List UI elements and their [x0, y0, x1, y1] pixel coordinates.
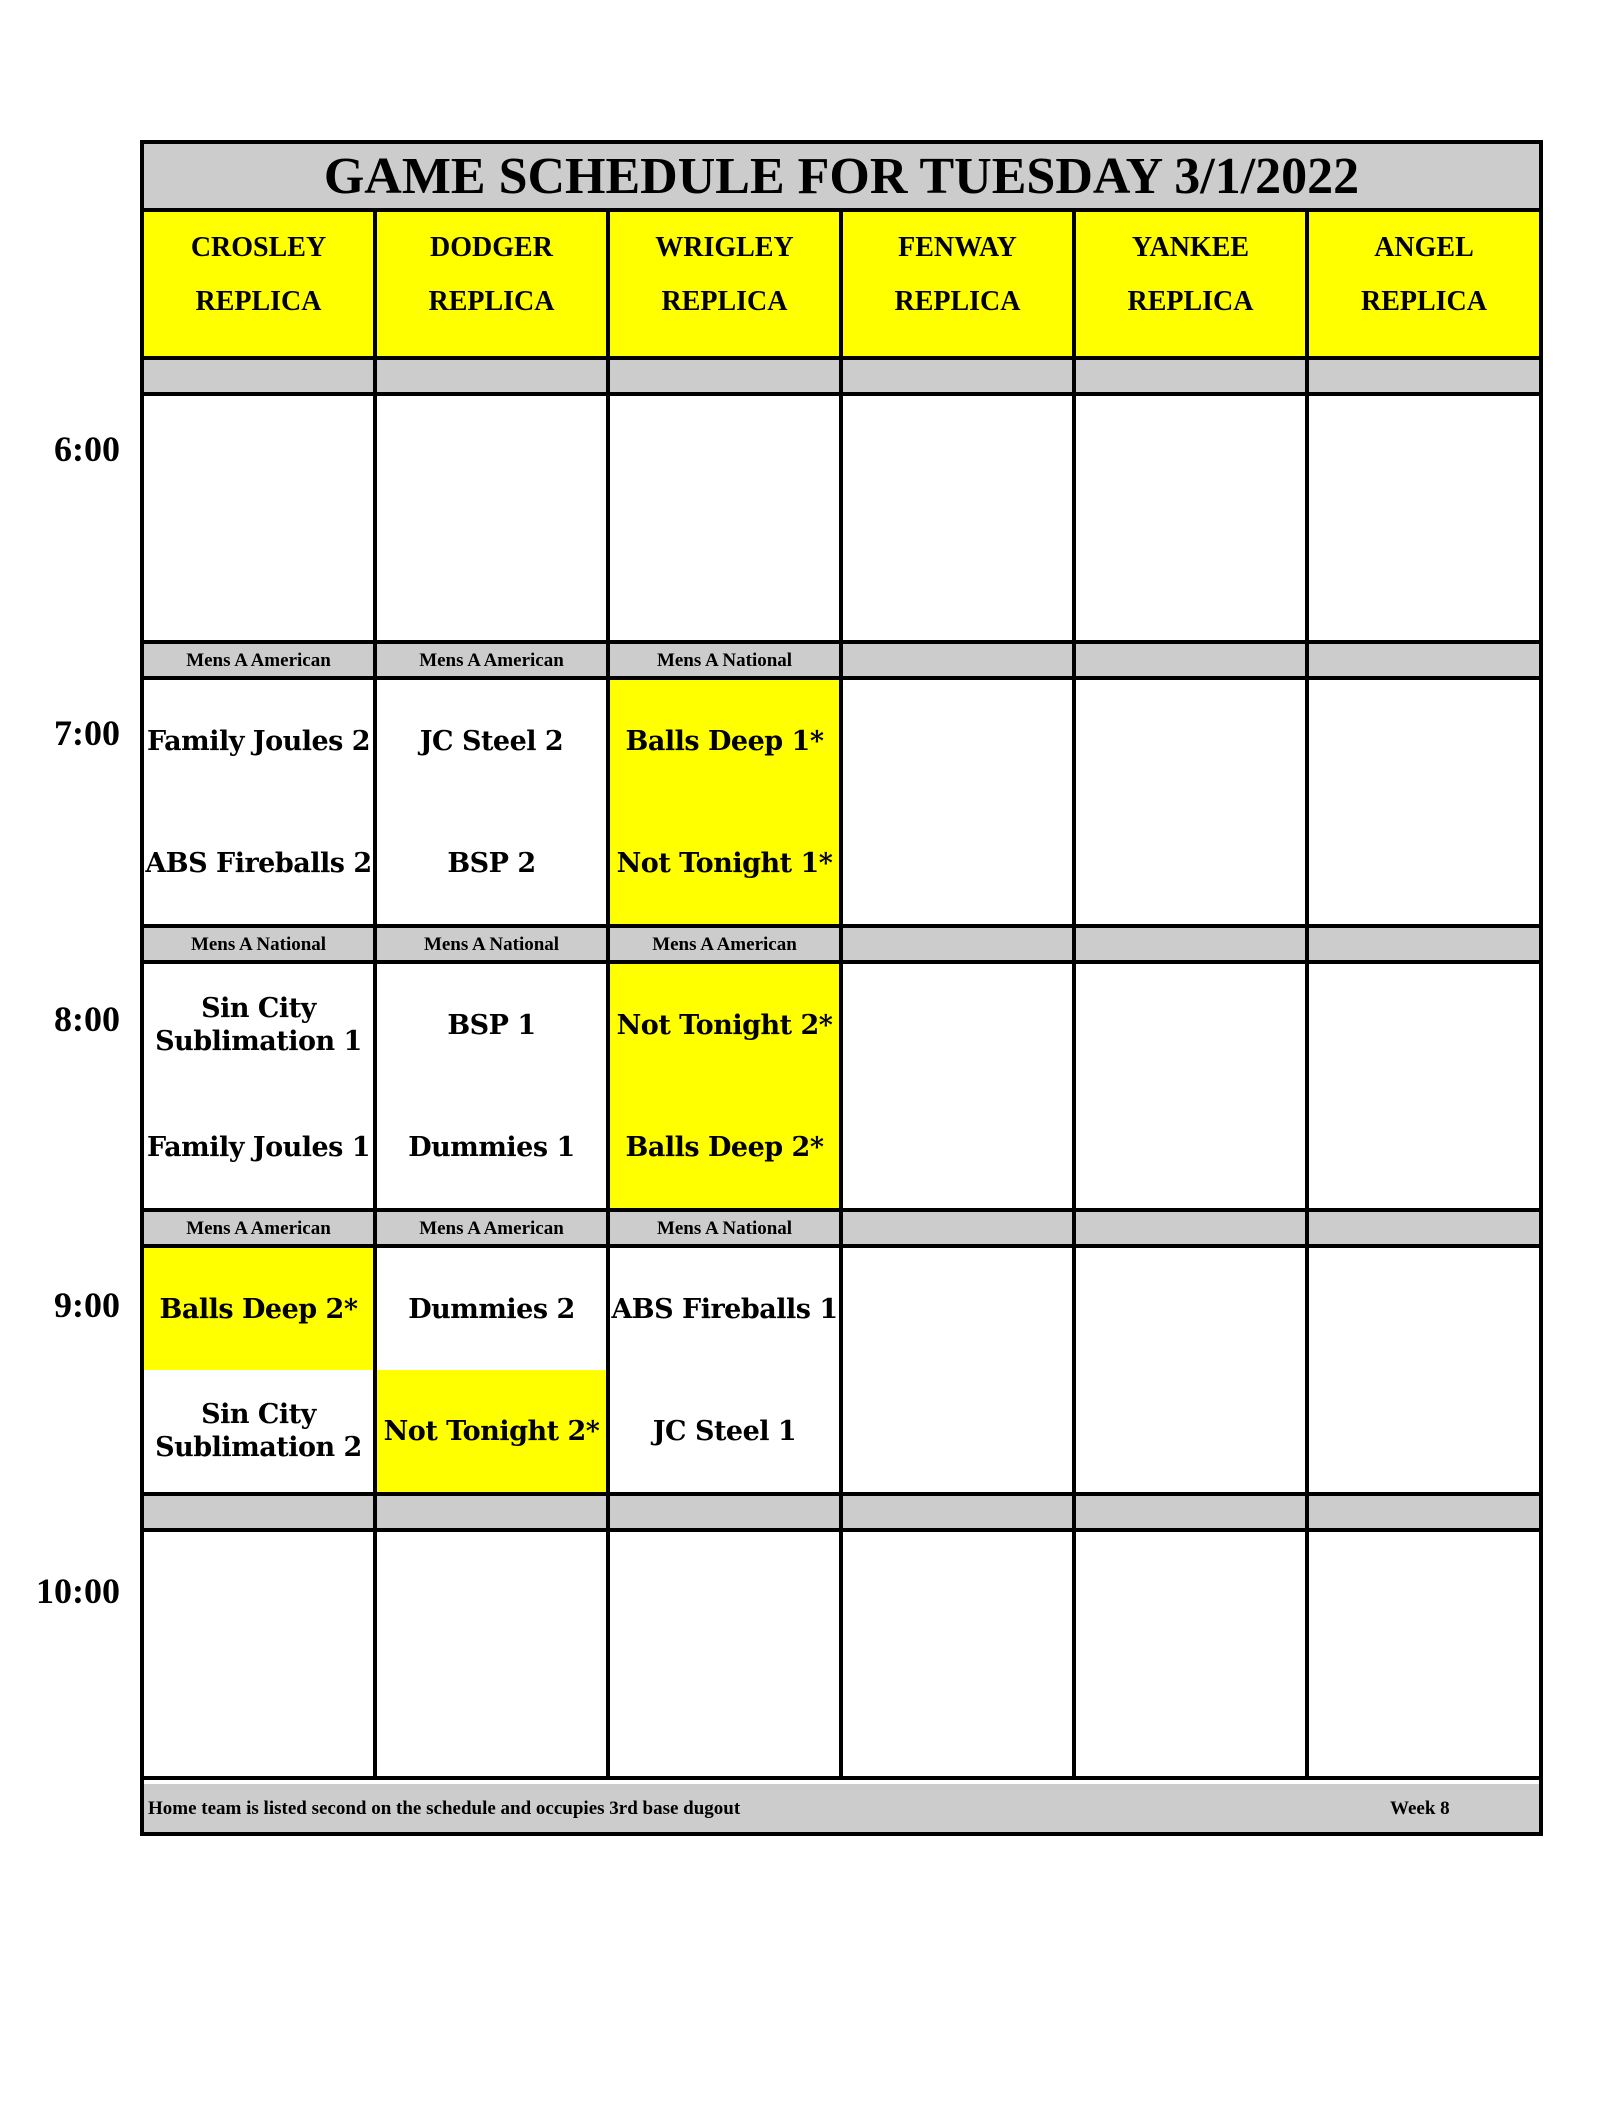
schedule-title: GAME SCHEDULE FOR TUESDAY 3/1/2022 [144, 144, 1539, 212]
game-cell [377, 1248, 610, 1492]
field-name: YANKEE [1131, 232, 1250, 263]
division-label [377, 360, 610, 392]
away-team [1076, 680, 1305, 802]
division-band [144, 1496, 1539, 1528]
away-team [1309, 1532, 1539, 1654]
division-label [144, 1496, 377, 1528]
game-cell [1076, 1532, 1309, 1776]
division-label [610, 360, 843, 392]
field-sub: REPLICA [428, 286, 555, 317]
away-team [610, 1532, 839, 1654]
division-label [1076, 928, 1309, 960]
away-team [1309, 1248, 1539, 1370]
game-cell [610, 680, 843, 924]
time-label-7: 7:00 [54, 713, 120, 753]
away-team [1076, 964, 1305, 1086]
field-dodger [377, 212, 610, 356]
division-label [843, 1212, 1076, 1244]
game-cell [610, 1532, 843, 1776]
game-cell [843, 680, 1076, 924]
away-team: Family Joules 2 [146, 725, 371, 757]
game-cell [144, 964, 377, 1208]
game-cell [1076, 964, 1309, 1208]
home-team [1076, 1370, 1305, 1492]
away-team [1076, 1532, 1305, 1654]
home-team [1309, 518, 1539, 640]
division-label [1309, 360, 1539, 392]
home-team: ABS Fireballs 2 [145, 847, 372, 879]
home-team: Dummies 1 [408, 1131, 575, 1163]
game-cell [843, 964, 1076, 1208]
home-team-note: Home team is listed second on the schedule and occupies 3rd base dugout [148, 1798, 741, 1819]
division-label [843, 1496, 1076, 1528]
away-team [843, 680, 1072, 802]
home-team [1076, 1654, 1305, 1776]
field-sub: REPLICA [894, 286, 1021, 317]
home-team [610, 1654, 839, 1776]
away-team [1076, 396, 1305, 518]
time-label-6: 6:00 [54, 429, 120, 469]
home-team [1076, 518, 1305, 640]
division-label [843, 644, 1076, 676]
away-team [843, 1248, 1072, 1370]
away-team: Balls Deep 1* [610, 680, 839, 802]
division-label: Mens A National [610, 1212, 843, 1244]
away-team: ABS Fireballs 1 [611, 1293, 838, 1325]
away-team [1076, 1248, 1305, 1370]
game-cell [144, 1532, 377, 1776]
game-cell [1309, 680, 1539, 924]
away-team [144, 396, 373, 518]
game-cell [144, 1248, 377, 1492]
game-cell [1076, 680, 1309, 924]
field-name: FENWAY [898, 232, 1017, 263]
home-team [377, 1654, 606, 1776]
away-team: Not Tonight 2* [610, 964, 839, 1086]
home-team: Not Tonight 2* [377, 1370, 606, 1492]
game-cell [1309, 396, 1539, 640]
game-cell [843, 1532, 1076, 1776]
field-header-row [144, 212, 1539, 356]
division-label [1076, 1212, 1309, 1244]
away-team [610, 396, 839, 518]
field-sub: REPLICA [195, 286, 322, 317]
game-cell [144, 396, 377, 640]
home-team [1309, 802, 1539, 924]
division-label: Mens A American [377, 644, 610, 676]
division-band [144, 644, 1539, 676]
week-label: Week 8 [1390, 1798, 1450, 1819]
away-team [843, 964, 1072, 1086]
home-team [843, 1370, 1072, 1492]
division-label [1309, 644, 1539, 676]
home-team [1309, 1654, 1539, 1776]
time-slot-row [144, 964, 1539, 1208]
division-label [843, 360, 1076, 392]
away-team [843, 1532, 1072, 1654]
field-name: ANGEL [1374, 232, 1474, 263]
away-team: Balls Deep 2* [144, 1248, 373, 1370]
row-divider [144, 1776, 1539, 1780]
home-team [1309, 1086, 1539, 1208]
division-band [144, 1212, 1539, 1244]
away-team [377, 1532, 606, 1654]
division-label: Mens A National [377, 928, 610, 960]
time-slot-row [144, 680, 1539, 924]
field-yankee [1076, 212, 1309, 356]
time-slot-row [144, 1532, 1539, 1776]
home-team [843, 518, 1072, 640]
game-cell [1076, 1248, 1309, 1492]
home-team [144, 518, 373, 640]
division-label [610, 1496, 843, 1528]
field-angel [1309, 212, 1539, 356]
division-label: Mens A American [610, 928, 843, 960]
game-cell [144, 680, 377, 924]
home-team [843, 802, 1072, 924]
home-team [610, 518, 839, 640]
home-team: BSP 2 [447, 847, 536, 879]
game-cell [377, 964, 610, 1208]
division-band [144, 360, 1539, 392]
field-name: WRIGLEY [655, 232, 794, 263]
division-label [1309, 1496, 1539, 1528]
field-fenway [843, 212, 1076, 356]
division-label: Mens A American [144, 644, 377, 676]
away-team: BSP 1 [447, 1009, 536, 1041]
game-cell [610, 1248, 843, 1492]
time-slot-row [144, 1248, 1539, 1492]
game-cell [1309, 1532, 1539, 1776]
division-label [1309, 928, 1539, 960]
field-sub: REPLICA [661, 286, 788, 317]
away-team: Dummies 2 [408, 1293, 575, 1325]
game-cell [1309, 1248, 1539, 1492]
away-team: Sin City Sublimation 1 [155, 993, 362, 1057]
away-team [1309, 680, 1539, 802]
division-label [1309, 1212, 1539, 1244]
time-label-8: 8:00 [54, 999, 120, 1039]
division-label [1076, 360, 1309, 392]
home-team [1076, 802, 1305, 924]
field-name: DODGER [430, 232, 553, 263]
home-team [377, 518, 606, 640]
home-team [1309, 1370, 1539, 1492]
home-team: Not Tonight 1* [610, 802, 839, 924]
game-cell [610, 964, 843, 1208]
home-team [843, 1086, 1072, 1208]
home-team: Family Joules 1 [146, 1131, 371, 1163]
field-sub: REPLICA [1360, 286, 1487, 317]
away-team [1309, 396, 1539, 518]
game-cell [843, 1248, 1076, 1492]
division-label: Mens A American [377, 1212, 610, 1244]
division-label: Mens A National [144, 928, 377, 960]
division-label [144, 360, 377, 392]
home-team [1076, 1086, 1305, 1208]
schedule-table [140, 140, 1543, 1836]
away-team: JC Steel 2 [419, 725, 564, 757]
away-team [843, 396, 1072, 518]
field-name: CROSLEY [190, 232, 327, 263]
time-slot-row [144, 396, 1539, 640]
time-label-10: 10:00 [36, 1571, 120, 1611]
division-label: Mens A National [610, 644, 843, 676]
schedule-footer [144, 1784, 1539, 1832]
game-cell [843, 396, 1076, 640]
division-label: Mens A American [144, 1212, 377, 1244]
division-label [1076, 644, 1309, 676]
game-cell [610, 396, 843, 640]
game-cell [1309, 964, 1539, 1208]
away-team [377, 396, 606, 518]
time-label-9: 9:00 [54, 1285, 120, 1325]
away-team [1309, 964, 1539, 1086]
field-sub: REPLICA [1127, 286, 1254, 317]
game-cell [377, 396, 610, 640]
home-team: JC Steel 1 [652, 1415, 797, 1447]
field-crosley [144, 212, 377, 356]
game-cell [1076, 396, 1309, 640]
game-cell [377, 680, 610, 924]
game-cell [377, 1532, 610, 1776]
home-team: Balls Deep 2* [610, 1086, 839, 1208]
home-team [843, 1654, 1072, 1776]
division-label [377, 1496, 610, 1528]
away-team [144, 1532, 373, 1654]
home-team [144, 1654, 373, 1776]
division-band [144, 928, 1539, 960]
home-team: Sin City Sublimation 2 [155, 1399, 362, 1463]
division-label [843, 928, 1076, 960]
division-label [1076, 1496, 1309, 1528]
field-wrigley [610, 212, 843, 356]
